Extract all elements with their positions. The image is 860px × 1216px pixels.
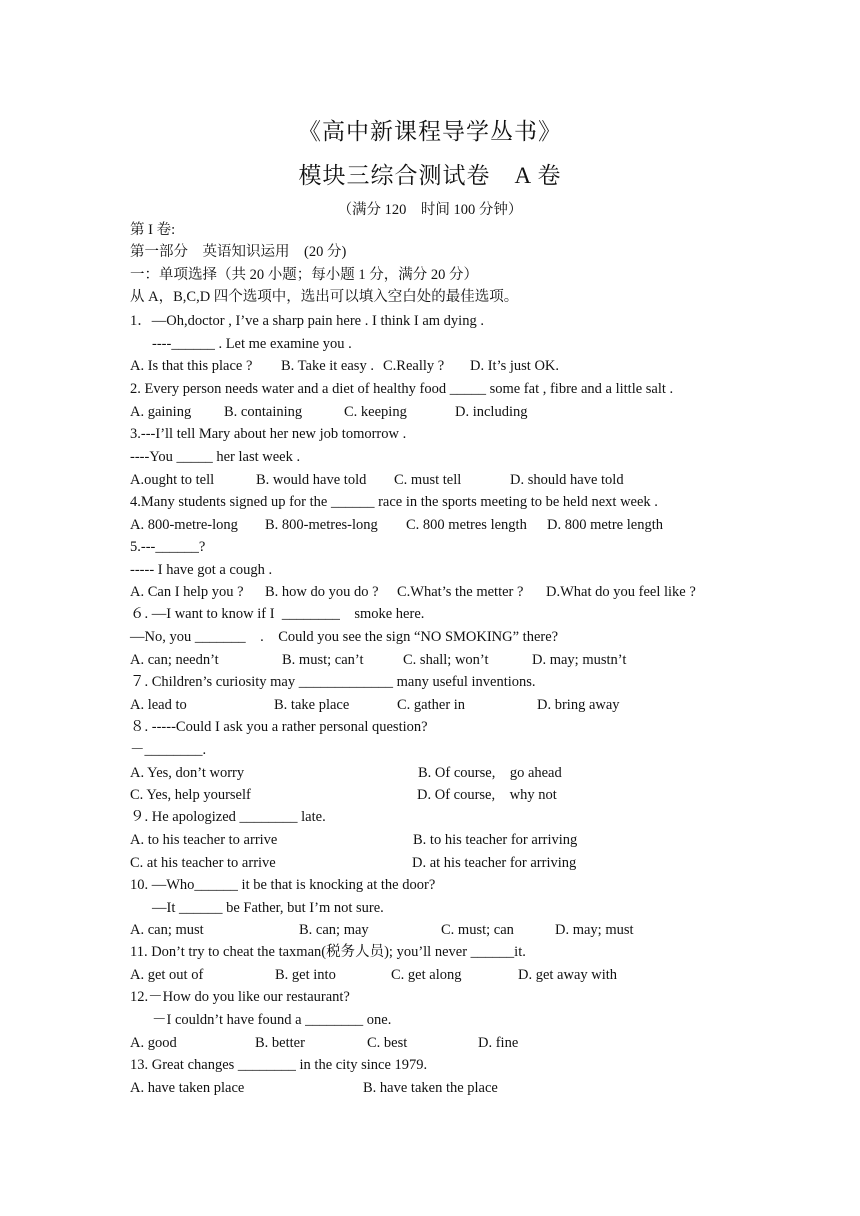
question-1-option-b: B. Take it easy . <box>281 358 374 374</box>
question-7-stem: ７. Children’s curiosity may _____________ many useful inventions. <box>130 674 536 690</box>
question-11-option-c: C. get along <box>391 967 462 983</box>
question-12-option-d: D. fine <box>478 1035 519 1051</box>
question-8-option-b: B. Of course, go ahead <box>418 765 562 781</box>
question-10-option-c: C. must; can <box>441 922 514 938</box>
question-6-option-b: B. must; can’t <box>282 652 364 668</box>
question-5-option-b: B. how do you do ? <box>265 584 379 600</box>
question-13-option-b: B. have taken the place <box>363 1080 498 1096</box>
question-1-stem: 1．—Oh,doctor , I’ve a sharp pain here . I think I am dying . <box>130 313 484 329</box>
question-3-option-b: B. would have told <box>256 472 367 488</box>
question-5-option-d: D.What do you feel like ? <box>546 584 696 600</box>
question-6-option-d: D. may; mustn’t <box>532 652 627 668</box>
question-3-stem: 3.---I’ll tell Mary about her new job tomorrow . <box>130 426 407 442</box>
question-7-option-d: D. bring away <box>537 697 620 713</box>
question-10-option-d: D. may; must <box>555 922 634 938</box>
question-7-option-b: B. take place <box>274 697 350 713</box>
question-11-option-b: B. get into <box>275 967 336 983</box>
question-4-option-c: C. 800 metres length <box>406 517 527 533</box>
question-12-stem: 12.－How do you like our restaurant? <box>130 989 350 1005</box>
question-2-option-d: D. including <box>455 404 528 420</box>
question-10-option-b: B. can; may <box>299 922 369 938</box>
question-3-option-d: D. should have told <box>510 472 624 488</box>
exam-title <box>0 157 860 190</box>
exam-title-main: 模块三综合测试卷 <box>298 163 491 188</box>
volume-label: 第 I 卷: <box>130 222 176 238</box>
question-6-option-a: A. can; needn’t <box>130 652 219 668</box>
question-5-stem-reply: ----- I have got a cough . <box>130 562 273 578</box>
question-2-option-a: A. gaining <box>130 404 192 420</box>
question-13-stem: 13. Great changes ________ in the city since 1979. <box>130 1057 428 1073</box>
question-6-option-c: C. shall; won’t <box>403 652 489 668</box>
question-3-option-c: C. must tell <box>394 472 462 488</box>
question-8-stem: ８. -----Could I ask you a rather personal question? <box>130 719 428 735</box>
question-11-stem: 11. Don’t try to cheat the taxman(税务人员); you’ll never ______it. <box>130 944 526 960</box>
question-9-stem: ９. He apologized ________ late. <box>130 809 326 825</box>
question-12-option-b: B. better <box>255 1035 305 1051</box>
question-12-stem-reply: －I couldn’t have found a ________ one. <box>152 1012 392 1028</box>
question-4-option-d: D. 800 metre length <box>547 517 663 533</box>
question-7-option-c: C. gather in <box>397 697 466 713</box>
question-1-option-a: A. Is that this place ? <box>130 358 253 374</box>
question-2-option-c: C. keeping <box>344 404 407 420</box>
question-7-option-a: A. lead to <box>130 697 187 713</box>
question-4-stem: 4.Many students signed up for the ______ race in the sports meeting to be held next week . <box>130 494 658 510</box>
question-9-option-d: D. at his teacher for arriving <box>412 855 577 871</box>
exam-meta: （满分 120 时间 100 分钟） <box>337 202 523 218</box>
question-2-stem: 2. Every person needs water and a diet of healthy food _____ some fat , fibre and a little salt . <box>130 381 674 397</box>
question-3-option-a: A.ought to tell <box>130 472 215 488</box>
question-6-stem-reply: —No, you _______ . Could you see the sign “NO SMOKING” there? <box>130 629 559 645</box>
question-10-stem: 10. —Who______ it be that is knocking at the door? <box>130 877 436 893</box>
question-8-option-a: A. Yes, don’t worry <box>130 765 245 781</box>
question-12-option-c: C. best <box>367 1035 408 1051</box>
question-9-option-b: B. to his teacher for arriving <box>413 832 578 848</box>
question-9-option-a: A. to his teacher to arrive <box>130 832 278 848</box>
part-heading: 第一部分 英语知识运用 (20 分) <box>130 244 347 260</box>
question-10-option-a: A. can; must <box>130 922 204 938</box>
document-title: 《高中新课程导学丛书》 <box>298 119 562 144</box>
question-2-option-b: B. containing <box>224 404 303 420</box>
task-heading: 一：单项选择（共 20 小题；每小题 1 分，满分 20 分） <box>130 267 478 283</box>
question-5-stem: 5.---______? <box>130 539 206 555</box>
question-4-option-b: B. 800-metres-long <box>265 517 378 533</box>
question-1-option-c: C.Really ? <box>383 358 445 374</box>
question-12-option-a: A. good <box>130 1035 177 1051</box>
question-11-option-a: A. get out of <box>130 967 204 983</box>
question-13-option-a: A. have taken place <box>130 1080 245 1096</box>
question-3-stem-reply: ----You _____ her last week . <box>130 449 301 465</box>
question-9-option-c: C. at his teacher to arrive <box>130 855 276 871</box>
instruction-text: 从 A，B,C,D 四个选项中，选出可以填入空白处的最佳选项。 <box>130 289 519 305</box>
question-6-stem: ６. —I want to know if I ________ smoke here. <box>130 606 425 622</box>
question-10-stem-reply: —It ______ be Father, but I’m not sure. <box>152 900 384 916</box>
question-8-option-d: D. Of course, why not <box>417 787 557 803</box>
question-8-stem-reply: －________. <box>130 742 207 758</box>
question-1-stem-reply: ----______ . Let me examine you . <box>152 336 352 352</box>
question-5-option-c: C.What’s the metter ? <box>397 584 524 600</box>
question-5-option-a: A. Can I help you ? <box>130 584 244 600</box>
question-1-option-d: D. It’s just OK. <box>470 358 560 374</box>
question-4-option-a: A. 800-metre-long <box>130 517 238 533</box>
question-8-option-c: C. Yes, help yourself <box>130 787 251 803</box>
question-11-option-d: D. get away with <box>518 967 618 983</box>
exam-title-version: A 卷 <box>514 163 562 188</box>
